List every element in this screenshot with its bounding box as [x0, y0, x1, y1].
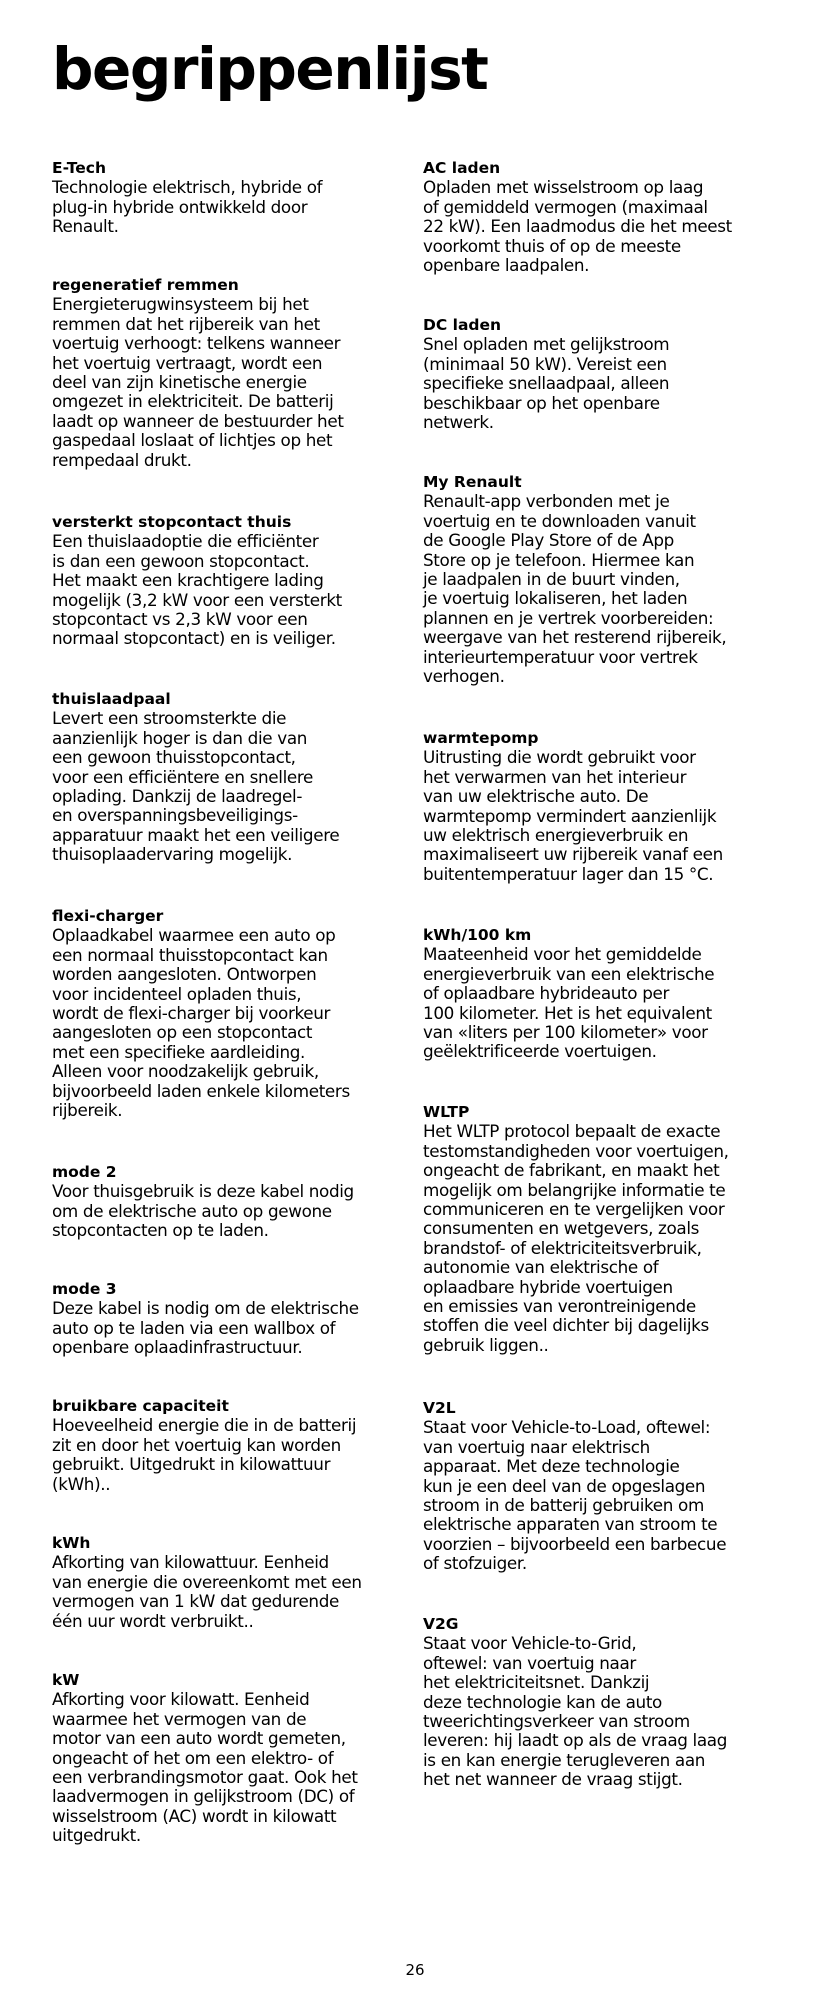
glossary-definition: Hoeveelheid energie die in de batterij zit en door het voertuig kan worden gebruikt. Uitgedrukt in kilowattuur (kWh).. [52, 1415, 357, 1494]
glossary-definition: Opladen met wisselstroom op laag of gemiddeld vermogen (maximaal 22 kW). Een laadmodus die het meest voorkomt thuis of op de meeste openbare laadpalen. [423, 177, 732, 276]
glossary-term: bruikbare capaciteit [52, 1397, 229, 1415]
glossary-definition: Afkorting voor kilowatt. Eenheid waarmee het vermogen van de motor van een auto wordt gemeten, ongeacht of het om een elektro- of een verbrandingsmotor gaat. Ook het laadvermogen in gelijkstroom (DC) of wisselstroom (AC) wordt in kilowatt uitgedrukt. [52, 1689, 358, 1846]
glossary-definition: Renault-app verbonden met je voertuig en te downloaden vanuit de Google Play Store of de App Store op je telefoon. Hiermee kan je laadpalen in de buurt vinden, je voertuig lokaliseren, het laden plannen en je vertrek voorbereiden: weergave van het resterend rijbereik, interieurtemperatuur voor vertrek verhogen. [423, 491, 727, 687]
glossary-definition: Oplaadkabel waarmee een auto op een normaal thuisstopcontact kan worden aangesloten. Ontworpen voor incidenteel opladen thuis, wordt de flexi-charger bij voorkeur aangesloten op een stopcontact met een specifieke aardleiding. Alleen voor noodzakelijk gebruik, bijvoorbeeld laden enkele kilometers rijbereik. [52, 925, 350, 1121]
glossary-entry-e-tech [52, 159, 407, 237]
glossary-definition: Maateenheid voor het gemiddelde energieverbruik van een elektrische of oplaadbare hybrideauto per 100 kilometer. Het is het equivalent van «liters per 100 kilometer» voor geëlektrificeerde voertuigen. [423, 944, 715, 1062]
glossary-definition: Snel opladen met gelijkstroom (minimaal 50 kW). Vereist een specifieke snellaadpaal, alleen beschikbaar op het openbare netwerk. [423, 334, 670, 433]
glossary-term: kWh [52, 1534, 91, 1552]
glossary-term: V2L [423, 1399, 456, 1417]
glossary-definition: Levert een stroomsterkte die aanzienlijk hoger is dan die van een gewoon thuisstopcontact, voor een efficiëntere en snellere oplading. Dankzij de laadregel- en overspanningsbeveiligings- apparatuur maakt het een veiligere thuisoplaadervaring mogelijk. [52, 708, 340, 865]
glossary-definition: Uitrusting die wordt gebruikt voor het verwarmen van het interieur van uw elektrische auto. De warmtepomp vermindert aanzienlijk uw elektrisch energieverbruik en maximaliseert uw rijbereik vanaf een buitentemperatuur lager dan 15 °C. [423, 747, 723, 884]
glossary-entry-wltp [423, 1103, 778, 1355]
glossary-entry-my-renault [423, 473, 778, 686]
glossary-entry-thuislaadpaal [52, 690, 407, 865]
glossary-entry-warmtepomp [423, 729, 778, 884]
glossary-entry-bruikbare-capaciteit [52, 1397, 407, 1494]
glossary-term: mode 2 [52, 1163, 117, 1181]
glossary-entry-regeneratief-remmen [52, 276, 407, 470]
glossary-definition: Staat voor Vehicle-to-Load, oftewel: van voertuig naar elektrisch apparaat. Met deze technologie kun je een deel van de opgeslagen stroom in de batterij gebruiken om elektrische apparaten van stroom te voorzien – bijvoorbeeld een barbecue of stofzuiger. [423, 1417, 727, 1574]
glossary-term: thuislaadpaal [52, 690, 171, 708]
glossary-term: flexi-charger [52, 907, 164, 925]
glossary-entry-flexi-charger [52, 907, 407, 1120]
glossary-term: kWh/100 km [423, 926, 532, 944]
glossary-term: AC laden [423, 159, 501, 177]
glossary-entry-v2g [423, 1615, 778, 1790]
glossary-term: DC laden [423, 316, 502, 334]
glossary-definition: Een thuislaadoptie die efficiënter is dan een gewoon stopcontact. Het maakt een krachtigere lading mogelijk (3,2 kW voor een versterkt stopcontact vs 2,3 kW voor een normaal stopcontact) en is veiliger. [52, 531, 342, 649]
glossary-entry-dc-laden [423, 316, 778, 432]
glossary-entry-kwh-per-100-km [423, 926, 778, 1062]
glossary-entry-mode-2 [52, 1163, 407, 1241]
glossary-definition: Technologie elektrisch, hybride of plug-in hybride ontwikkeld door Renault. [52, 177, 323, 237]
glossary-term: WLTP [423, 1103, 470, 1121]
glossary-term: versterkt stopcontact thuis [52, 513, 292, 531]
glossary-term: mode 3 [52, 1280, 117, 1298]
page-title: begrippenlijst [52, 35, 488, 103]
glossary-entry-kwh [52, 1534, 407, 1631]
glossary-entry-kw [52, 1671, 407, 1846]
glossary-term: My Renault [423, 473, 522, 491]
glossary-entry-versterkt-stopcontact-thuis [52, 513, 407, 649]
glossary-definition: Het WLTP protocol bepaalt de exacte testomstandigheden voor voertuigen, ongeacht de fabrikant, en maakt het mogelijk om belangrijke informatie te communiceren en te vergelijken voor consumenten en wetgevers, zoals brandstof- of elektriciteitsverbruik, autonomie van elektrische of oplaadbare hybride voertuigen en emissies van verontreinigende stoffen die veel dichter bij dagelijks gebruik liggen.. [423, 1121, 729, 1355]
glossary-definition: Voor thuisgebruik is deze kabel nodig om de elektrische auto op gewone stopcontacten op te laden. [52, 1181, 354, 1241]
glossary-definition: Staat voor Vehicle-to-Grid, oftewel: van voertuig naar het elektriciteitsnet. Dankzij deze technologie kan de auto tweerichtingsverkeer van stroom leveren: hij laadt op als de vraag laag is en kan energie terugleveren aan het net wanneer de vraag stijgt. [423, 1633, 728, 1790]
glossary-term: E-Tech [52, 159, 106, 177]
glossary-term: warmtepomp [423, 729, 539, 747]
glossary-definition: Deze kabel is nodig om de elektrische auto op te laden via een wallbox of openbare oplaadinfrastructuur. [52, 1298, 359, 1358]
glossary-term: kW [52, 1671, 80, 1689]
glossary-definition: Energieterugwinsysteem bij het remmen dat het rijbereik van het voertuig verhoogt: telkens wanneer het voertuig vertraagt, wordt een deel van zijn kinetische energie omgezet in elektriciteit. De batterij laadt op wanneer de bestuurder het gaspedaal loslaat of lichtjes op het rempedaal drukt. [52, 294, 344, 470]
glossary-definition: Afkorting van kilowattuur. Eenheid van energie die overeenkomt met een vermogen van 1 kW dat gedurende één uur wordt verbruikt.. [52, 1552, 362, 1631]
glossary-entry-mode-3 [52, 1280, 407, 1358]
glossary-entry-ac-laden [423, 159, 778, 275]
glossary-entry-v2l [423, 1399, 778, 1574]
glossary-term: regeneratief remmen [52, 276, 239, 294]
page-number: 26 [405, 1961, 425, 1979]
glossary-term: V2G [423, 1615, 459, 1633]
